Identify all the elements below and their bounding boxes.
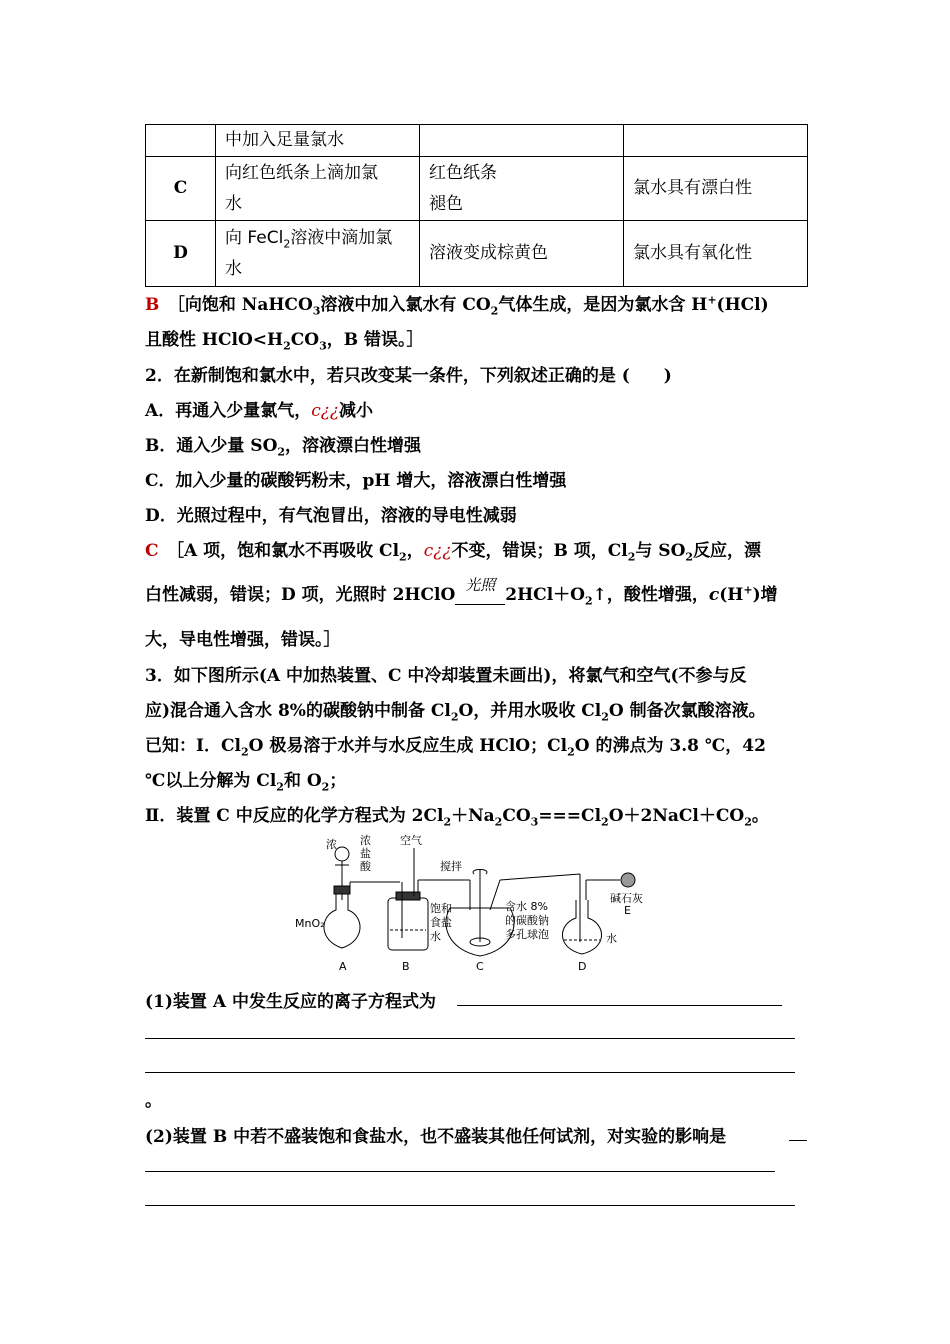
conclusion-cell: 氯水具有漂白性 — [624, 157, 808, 221]
mno2-label: MnO₂ — [295, 917, 325, 930]
option-d: D．光照过程中，有气泡冒出，溶液的导电性减弱 — [145, 506, 517, 526]
answer-blank[interactable] — [789, 1140, 807, 1141]
option-c: C．加入少量的碳酸钙粉末，pH 增大，溶液漂白性增强 — [145, 471, 567, 491]
answer-blank[interactable] — [145, 1171, 775, 1172]
question-2-stem: 2．在新制饱和氯水中，若只改变某一条件，下列叙述正确的是 ( ) — [145, 366, 672, 386]
sub-question-2: (2)装置 B 中若不盛装饱和食盐水，也不盛装其他任何试剂，对实验的影响是 — [145, 1127, 727, 1147]
bottle-b — [388, 898, 428, 950]
soda-lime-label: 碱石灰 — [610, 892, 643, 905]
operation-cell: 向 FeCl$_2$溶液中滴加氯 水 — [216, 221, 420, 287]
phenomenon-cell — [420, 125, 624, 157]
row-label: D — [146, 221, 216, 287]
answer-2-line-1: C ［A 项，饱和氯水不再吸收 $Cl_2$，c¿¿不变，错误；B 项，$Cl_2$与 $SO_2$反应，漂 — [145, 541, 762, 564]
phenomenon-cell: 红色纸条 褪色 — [420, 157, 624, 221]
table-row — [146, 157, 808, 221]
c-desc-2: 的碳酸钠 — [505, 914, 549, 927]
option-b: B．通入少量 $SO_2$，溶液漂白性增强 — [145, 436, 422, 459]
answer-blank[interactable] — [145, 1038, 795, 1039]
answer-2-line-2: 白性减弱，错误；D 项，光照时 2HClO 光照 $2HCl+O_2↑$，酸性增强，c(H+)增 — [145, 576, 778, 608]
answer-blank[interactable] — [457, 1005, 782, 1006]
sub-question-1: (1)装置 A 中发生反应的离子方程式为 — [145, 992, 436, 1012]
table-row — [146, 125, 808, 157]
brine-label-1: 饱和 — [430, 902, 452, 915]
soda-lime-tube — [621, 873, 635, 887]
reaction-arrow: 光照 — [455, 594, 505, 605]
water-label: 水 — [606, 932, 617, 945]
phenomenon-cell: 溶液变成棕黄色 — [420, 221, 624, 287]
label-a: A — [339, 960, 347, 973]
options-table — [145, 124, 808, 287]
conc-hcl-label-3: 酸 — [360, 860, 371, 873]
flask-d — [562, 900, 601, 954]
conc-hcl-label-1: 浓 — [326, 838, 337, 851]
label-b: B — [402, 960, 410, 973]
operation-cell: 向红色纸条上滴加氯 水 — [216, 157, 420, 221]
conc-hcl-label-1: 浓 — [360, 834, 371, 847]
operation-cell: 中加入足量氯水 — [216, 125, 420, 157]
conclusion-cell — [624, 125, 808, 157]
answer-1-line-2: 且酸性 $HClO<H_2CO_3$，B 错误。］ — [145, 330, 424, 353]
label-e: E — [624, 904, 631, 917]
c-desc-3: 多孔球泡 — [505, 928, 549, 941]
answer-2-line-3: 大，导电性增强，错误。］ — [145, 630, 341, 650]
funnel-bulb — [335, 847, 349, 861]
label-c: C — [476, 960, 484, 973]
conclusion-cell: 氯水具有氧化性 — [624, 221, 808, 287]
question-3-line-2: 应)混合通入含水 8%的碳酸钠中制备 $Cl_2O$，并用水吸收 $Cl_2O$ 制备次氯酸溶液。 — [145, 701, 766, 724]
sentence-end: 。 — [145, 1091, 162, 1111]
row-label — [146, 125, 216, 157]
answer-blank[interactable] — [145, 1205, 795, 1206]
stir-label: 搅拌 — [440, 860, 462, 873]
air-label: 空气 — [400, 834, 422, 847]
brine-label-2: 食盐 — [430, 916, 452, 929]
question-3-line-3: 已知：Ⅰ．$Cl_2O$ 极易溶于水并与水反应生成 HClO；$Cl_2O$ 的沸点为 3.8 ℃，42 — [145, 736, 766, 759]
answer-letter: B — [145, 295, 160, 315]
question-3-line-5: Ⅱ．装置 C 中反应的化学方程式为 $2Cl_2+Na_2CO_3===Cl_2O+2NaCl+CO_2$。 — [145, 806, 769, 829]
c-desc-1: 含水 8% — [505, 900, 548, 913]
table-row — [146, 221, 808, 287]
apparatus-diagram — [290, 830, 670, 978]
answer-letter: C — [145, 541, 159, 561]
conc-hcl-label-2: 盐 — [360, 847, 371, 860]
brine-label-3: 水 — [430, 930, 441, 943]
row-label: C — [146, 157, 216, 221]
option-a: A．再通入少量氯气，c¿¿减小 — [145, 401, 373, 421]
answer-blank[interactable] — [145, 1072, 795, 1073]
question-3-line-1: 3．如下图所示(A 中加热装置、C 中冷却装置未画出)，将氯气和空气(不参与反 — [145, 666, 747, 686]
question-3-line-4: ℃以上分解为 $Cl_2$和 $O_2$； — [145, 771, 347, 794]
label-d: D — [578, 960, 587, 973]
answer-1-line-1: B ［向饱和 NaHCO$_3$溶液中加入氯水有 $CO_2$气体生成，是因为氯水含 H+(HCl) — [145, 293, 769, 318]
